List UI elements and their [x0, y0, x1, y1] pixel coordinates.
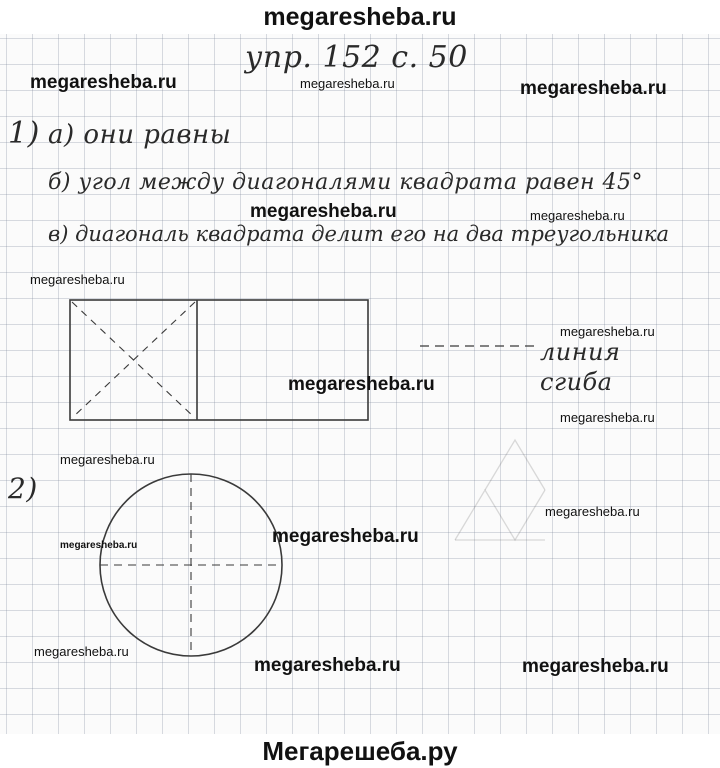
exercise-title: упр. 152 с. 50	[245, 40, 468, 75]
watermark: megaresheba.ru	[560, 324, 655, 339]
fold-label-line2: сгиба	[540, 368, 613, 396]
watermark: megaresheba.ru	[530, 208, 625, 223]
watermark: megaresheba.ru	[60, 452, 155, 467]
watermark: megaresheba.ru	[522, 656, 669, 677]
circle-figure	[100, 474, 282, 656]
watermark: megaresheba.ru	[520, 78, 667, 99]
watermark: megaresheba.ru	[34, 644, 129, 659]
watermark: megaresheba.ru	[288, 374, 435, 395]
watermark: megaresheba.ru	[560, 410, 655, 425]
watermark: megaresheba.ru	[545, 504, 640, 519]
watermark: megaresheba.ru	[60, 540, 138, 551]
bleed-through-sketch	[455, 440, 545, 540]
watermark: megaresheba.ru	[300, 76, 395, 91]
fold-label-line1: линия	[540, 338, 621, 366]
part1-answer-b: б) угол между диагоналями квадрата равен 45°	[48, 170, 643, 195]
rectangle-figure	[70, 300, 368, 420]
rectangle-outline	[70, 300, 368, 420]
watermark: megaresheba.ru	[250, 201, 397, 222]
watermark: megaresheba.ru	[30, 72, 177, 93]
watermark: megaresheba.ru	[254, 655, 401, 676]
site-header: megaresheba.ru	[0, 0, 720, 34]
watermark: megaresheba.ru	[272, 526, 419, 547]
part1-answer-a: а) они равны	[48, 120, 232, 150]
part1-answer-c: в) диагональ квадрата делит его на два треугольника	[48, 222, 669, 246]
part2-number: 2)	[8, 472, 38, 505]
watermark: megaresheba.ru	[30, 272, 125, 287]
part1-number: 1)	[8, 116, 40, 151]
site-footer: Мегарешеба.ру	[0, 734, 720, 768]
